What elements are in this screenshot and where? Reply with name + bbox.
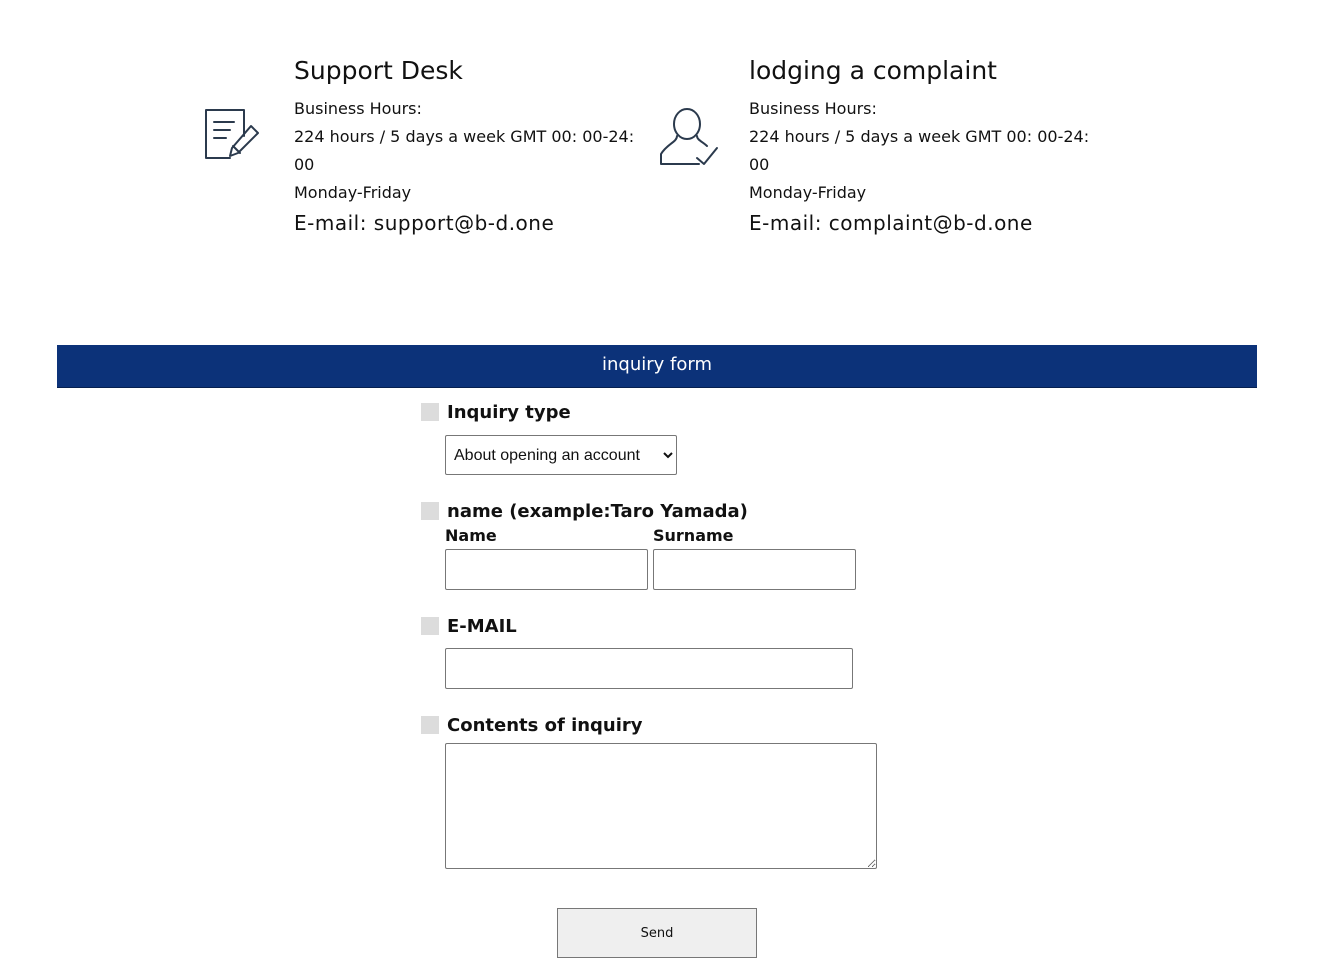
required-marker [421,617,439,635]
email-input[interactable] [445,648,853,689]
user-check-icon [659,108,721,170]
complaint-info [749,56,1099,239]
support-desk-info [294,56,644,239]
business-days: Monday-Friday [294,183,412,202]
business-hours-label: Business Hours: [749,99,877,118]
required-marker [421,502,439,520]
inquiry-type-label: Inquiry type [447,401,571,423]
contents-textarea[interactable] [445,743,877,869]
business-days: Monday-Friday [749,183,867,202]
business-hours-value: 224 hours / 5 days a week GMT 00: 00-24: [749,127,1090,146]
email-label: E-MAIL [447,615,517,637]
business-hours-value: 224 hours / 5 days a week GMT 00: 00-24: [294,127,635,146]
first-name-label: Name [445,526,497,545]
required-marker [421,403,439,421]
inquiry-type-label-row [421,400,571,424]
business-hours-value-cont: 00 [749,155,770,174]
surname-input[interactable] [653,549,856,590]
contact-email: E-mail: complaint@b-d.one [749,211,1033,235]
inquiry-type-select[interactable] [445,435,677,475]
name-label-row [421,499,748,523]
name-label: name (example:Taro Yamada) [447,500,748,522]
business-hours-label: Business Hours: [294,99,422,118]
contact-email: E-mail: support@b-d.one [294,211,555,235]
surname-label: Surname [653,526,734,545]
business-hours-value-cont: 00 [294,155,315,174]
email-label-row [421,614,517,638]
inquiry-form-banner: inquiry form [57,345,1257,388]
send-button[interactable]: Send [557,908,757,958]
contents-label-row [421,713,643,737]
first-name-input[interactable] [445,549,648,590]
required-marker [421,716,439,734]
edit-document-icon [204,108,262,166]
contact-title: Support Desk [294,56,463,85]
contact-title: lodging a complaint [749,56,997,85]
contents-label: Contents of inquiry [447,714,643,736]
